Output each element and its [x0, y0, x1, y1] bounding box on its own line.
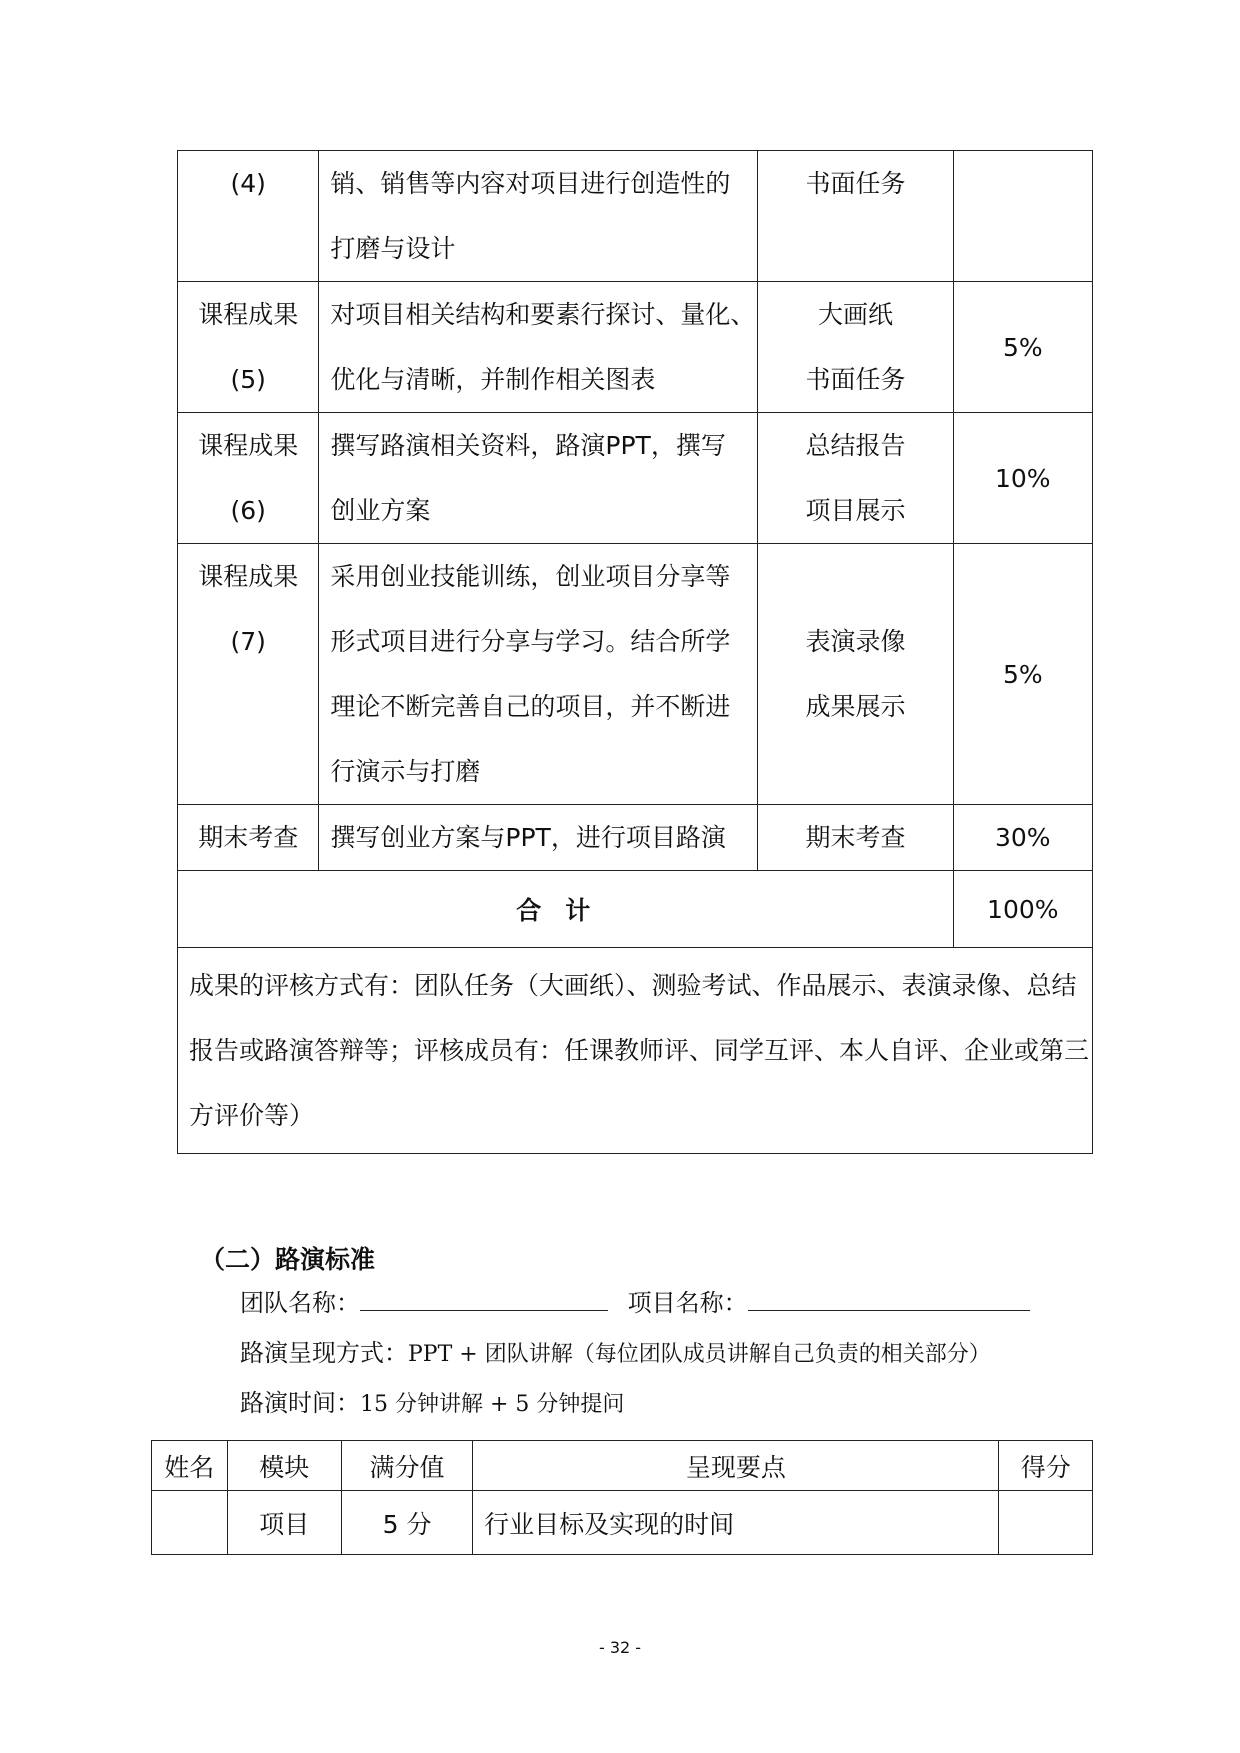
cell-line: 形式项目进行分享与学习。结合所学 [330, 627, 731, 656]
cell-c2 [319, 544, 758, 805]
cell-c1 [178, 282, 319, 413]
cell-c1 [178, 544, 319, 805]
cell-line: 书面任务 [805, 169, 906, 198]
column-header: 得分 [999, 1441, 1093, 1491]
project-name-field[interactable] [748, 1288, 1030, 1311]
cell-c2 [319, 805, 758, 871]
cell-line: 期末考查 [805, 823, 906, 852]
cell-line: 优化与清晰，并制作相关图表 [330, 365, 656, 394]
cell-line: 创业方案 [330, 496, 431, 525]
roadshow-score-table [151, 1440, 1093, 1555]
cell-line: 销、销售等内容对项目进行创造性的 [330, 169, 731, 198]
total-value: 100% [953, 871, 1092, 948]
cell-line: 表演录像 [805, 627, 906, 656]
cell-line: 书面任务 [805, 365, 906, 394]
team-name-label: 团队名称： [240, 1289, 360, 1317]
column-header: 满分值 [341, 1441, 472, 1491]
cell-line: 课程成果 [198, 431, 299, 460]
cell-weight: 5% [953, 544, 1092, 805]
cell-line: 撰写路演相关资料，路演PPT，撰写 [330, 431, 726, 460]
assessment-table [177, 150, 1093, 1154]
cell-line: (5) [230, 365, 266, 394]
cell-c3 [758, 282, 953, 413]
cell-line: 撰写创业方案与PPT，进行项目路演 [330, 823, 726, 852]
table-row [178, 151, 1093, 282]
team-project-line [240, 1283, 1030, 1318]
cell-line: (6) [230, 496, 266, 525]
cell-line: 成果展示 [805, 692, 906, 721]
mode-label: 路演呈现方式： [240, 1339, 408, 1367]
team-name-field[interactable] [360, 1288, 608, 1311]
cell-c3 [758, 805, 953, 871]
cell-c2 [319, 151, 758, 282]
cell-line: (4) [230, 169, 266, 198]
page-number: - 32 - [598, 1638, 642, 1657]
note-line: 成果的评核方式有：团队任务（大画纸）、测验考试、作品展示、表演录像、总结 [189, 971, 1077, 1000]
table-cell: 行业目标及实现的时间 [473, 1491, 999, 1555]
cell-weight: 30% [953, 805, 1092, 871]
note-cell [178, 948, 1093, 1154]
column-header: 呈现要点 [473, 1441, 999, 1491]
cell-weight: 10% [953, 413, 1092, 544]
cell-line: 行演示与打磨 [330, 757, 481, 786]
mode-line [240, 1333, 991, 1368]
cell-line: 对项目相关结构和要素行探讨、量化、 [330, 300, 756, 329]
table-row [178, 805, 1093, 871]
cell-line: 打磨与设计 [330, 234, 456, 263]
time-label: 路演时间： [240, 1389, 360, 1417]
cell-c1 [178, 413, 319, 544]
cell-line: 采用创业技能训练，创业项目分享等 [330, 562, 731, 591]
table-cell: 5 分 [341, 1491, 472, 1555]
column-header: 姓名 [152, 1441, 228, 1491]
note-line: 报告或路演答辩等；评核成员有：任课教师评、同学互评、本人自评、企业或第三 [189, 1036, 1090, 1065]
total-label: 合计 [178, 871, 954, 948]
cell-line: 课程成果 [198, 562, 299, 591]
cell-weight [953, 151, 1092, 282]
section-title: （二）路演标准 [200, 1245, 376, 1274]
header-row [152, 1441, 1093, 1491]
cell-c3 [758, 413, 953, 544]
cell-line: 大画纸 [817, 300, 893, 329]
cell-c1 [178, 151, 319, 282]
cell-c2 [319, 413, 758, 544]
cell-c2 [319, 282, 758, 413]
name-cell[interactable] [152, 1491, 228, 1555]
cell-c1 [178, 805, 319, 871]
cell-line: 总结报告 [805, 431, 906, 460]
time-line [240, 1383, 624, 1418]
table-cell: 项目 [227, 1491, 341, 1555]
cell-line: (7) [230, 627, 266, 656]
column-header: 模块 [227, 1441, 341, 1491]
score-cell[interactable] [999, 1491, 1093, 1555]
note-line: 方评价等） [189, 1101, 315, 1130]
total-row [178, 871, 1093, 948]
cell-line: 课程成果 [198, 300, 299, 329]
cell-c3 [758, 544, 953, 805]
table-row [178, 413, 1093, 544]
mode-value: PPT + 团队讲解（每位团队成员讲解自己负责的相关部分） [408, 1342, 991, 1367]
table-row [152, 1491, 1093, 1555]
cell-line: 项目展示 [805, 496, 906, 525]
project-name-label: 项目名称： [627, 1289, 748, 1317]
time-value: 15 分钟讲解 + 5 分钟提问 [360, 1392, 625, 1417]
cell-line: 理论不断完善自己的项目，并不断进 [330, 692, 731, 721]
cell-weight: 5% [953, 282, 1092, 413]
cell-c3 [758, 151, 953, 282]
note-row [178, 948, 1093, 1154]
table-row [178, 282, 1093, 413]
cell-line: 期末考查 [198, 823, 299, 852]
table-row [178, 544, 1093, 805]
